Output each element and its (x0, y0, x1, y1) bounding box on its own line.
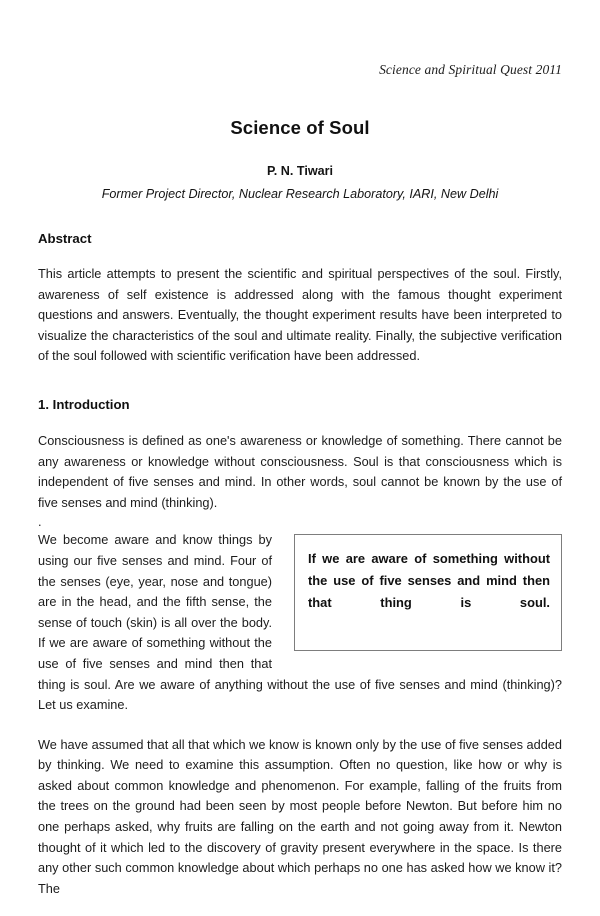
callout-box-text: If we are aware of something without the use of five senses and mind then that thing is soul. (308, 551, 550, 611)
author-name: P. N. Tiwari (266, 164, 334, 178)
stray-punctuation-mark: . (38, 514, 42, 530)
abstract-body: This article attempts to present the scientific and spiritual perspectives of the soul. Firstly, awareness of self existence is addressed along with the famous thought experiment questions and answers. Eventually, the thought experiment results have been interpreted to visualize the characteristics of the soul and ultimate reality. Finally, the subjective verification of the soul followed with scientific verification have been addressed. (38, 266, 562, 364)
introduction-paragraph-3: We have assumed that all that which we know is known only by the use of five senses added by thinking. We need to examine this assumption. Often no question, like how or why is asked about common knowledge and phenomenon. For example, falling of the fruits from the trees on the ground had been seen by most people before Newton. But before him no one perhaps asked, why fruits are falling on the earth and not going away from it. Newton thought of it which led to the discovery of gravity present everywhere in the space. Is there any other such common knowledge about which perhaps no one has asked how we know it? The (38, 736, 562, 896)
introduction-heading: 1. Introduction (38, 396, 130, 412)
introduction-paragraph-1: Consciousness is defined as one's awareness or knowledge of something. There cannot be any awareness or knowledge without consciousness. Soul is that consciousness which is independent of five senses and mind. In other words, soul cannot be known by the use of five senses and mind (thinking). (38, 432, 562, 510)
callout-box (294, 534, 562, 651)
abstract-heading: Abstract (38, 231, 92, 246)
running-head: Science and Spiritual Quest 2011 (379, 62, 562, 77)
author-affiliation: Former Project Director, Nuclear Research Laboratory, IARI, New Delhi (101, 187, 499, 201)
introduction-paragraph-2: We become aware and know things by using our five senses and mind. Four of the senses (eye, year, nose and tongue) are in the head, and the fifth sense, the sense of touch (skin) is all over the body. If we are aware of something without the use of five senses and mind then that thing is soul. Are we aware of anything without the use of five senses and mind (thinking)? Let us examine. (38, 532, 562, 713)
page-title: Science of Soul (230, 117, 370, 138)
